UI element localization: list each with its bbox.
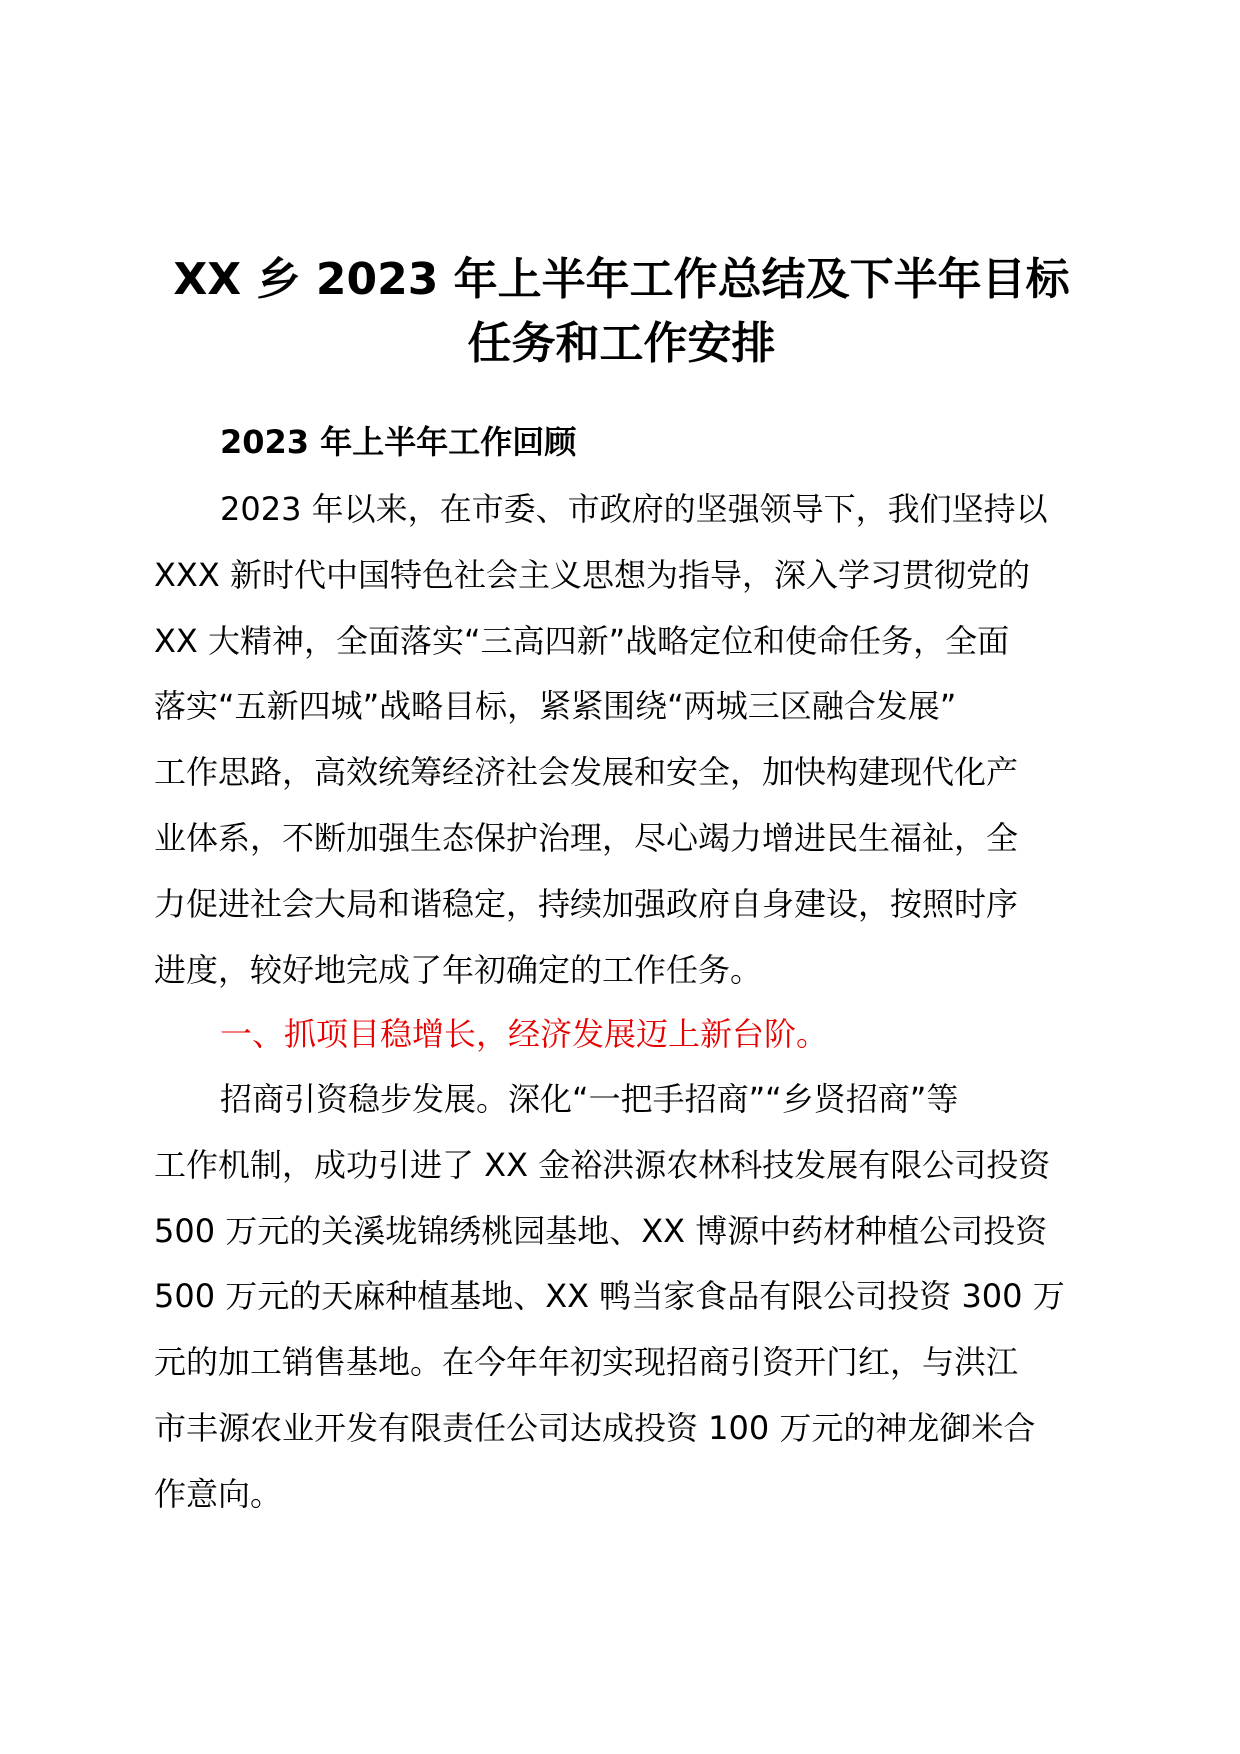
paragraph-line: 落实“五新四城”战略目标，紧紧围绕“两城三区融合发展” [154,687,957,726]
paragraph-line: XX 大精神，全面落实“三高四新”战略定位和使命任务，全面 [154,621,1010,660]
paragraph-line: 市丰源农业开发有限责任公司达成投资 100 万元的神龙御米合 [154,1408,1036,1447]
paragraph-line: 工作思路，高效统筹经济社会发展和安全，加快构建现代化产 [154,753,1019,792]
subheading-red-text: 一、抓项目稳增长，经济发展迈上新台阶。 [220,1015,829,1053]
paragraph-line: 招商引资稳步发展。深化“一把手招商”“乡贤招商”等 [220,1080,959,1118]
paragraph-line: XXX 新时代中国特色社会主义思想为指导，深入学习贯彻党的 [154,555,1030,594]
title-line-1: XX 乡 2023 年上半年工作总结及下半年目标 [173,254,1070,305]
paragraph-line: 元的加工销售基地。在今年年初实现招商引资开门红，与洪江 [154,1343,1019,1382]
paragraph-line: 工作机制，成功引进了 XX 金裕洪源农林科技发展有限公司投资 [154,1145,1051,1184]
paragraph-investment [154,1067,1089,1528]
title-line-2: 任务和工作安排 [467,318,776,369]
subheading-projects [154,1002,1089,1068]
paragraph-line: 业体系，不断加强生态保护治理，尽心竭力增进民生福祉，全 [154,818,1019,857]
paragraph-line: 2023 年以来，在市委、市政府的坚强领导下，我们坚持以 [220,490,1048,528]
document-title [154,248,1089,376]
paragraph-line: 进度，较好地完成了年初确定的工作任务。 [154,950,763,989]
paragraph-line: 力促进社会大局和谐稳定，持续加强政府自身建设，按照时序 [154,884,1019,923]
section-heading: 2023 年上半年工作回顾 [220,423,577,461]
paragraph-line: 500 万元的天麻种植基地、XX 鸭当家食品有限公司投资 300 万 [154,1277,1065,1316]
paragraph-line: 作意向。 [154,1474,283,1513]
paragraph-review [154,477,1089,1003]
paragraph-line: 500 万元的关溪垅锦绣桃园基地、XX 博源中药材种植公司投资 [154,1211,1048,1250]
